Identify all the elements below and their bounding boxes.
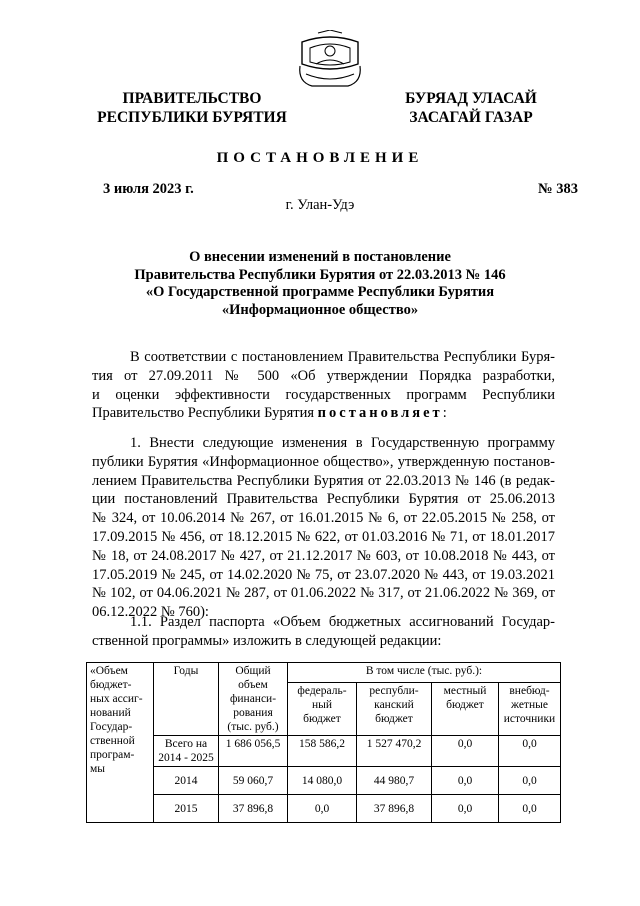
total-cell: 37 896,8	[219, 795, 288, 823]
extrabudgetary-cell: 0,0	[499, 736, 561, 767]
federal-cell: 158 586,2	[288, 736, 357, 767]
header-line: канский	[374, 699, 414, 712]
paragraph-line: 1. Внести следующие изменения в Государственную программу	[130, 435, 555, 451]
org-name-russian	[92, 89, 292, 127]
header-line: объем	[238, 679, 268, 691]
header-line: федераль-	[297, 685, 347, 698]
paragraph-line: ции постановлений Правительства Республики Бурятия от 25.06.2013	[92, 491, 555, 508]
header-line: источники	[503, 713, 556, 726]
org-name-line: БУРЯАД УЛАСАЙ	[405, 90, 537, 107]
extrabudgetary-cell: 0,0	[499, 795, 561, 823]
federal-cell: 14 080,0	[288, 767, 357, 795]
row-label-line: Государ-	[90, 721, 133, 733]
header-group: В том числе (тыс. руб.):	[288, 663, 561, 683]
header-line: бюджет	[303, 713, 341, 726]
header-line: Общий	[235, 665, 271, 677]
republican-cell: 37 896,8	[357, 795, 432, 823]
paragraph-line: № 324, от 10.06.2014 № 267, от 16.01.2015 № 6, от 22.05.2015 № 258, от	[92, 510, 555, 527]
row-label-line: ных ассиг-	[90, 693, 143, 705]
heading-line: Правительства Республики Бурятия от 22.03.2013 № 146	[134, 266, 506, 283]
local-cell: 0,0	[432, 736, 499, 767]
total-cell: 1 686 056,5	[219, 736, 288, 767]
paragraph-line: ственной программы» изложить в следующей редакции:	[92, 632, 442, 649]
republican-cell: 44 980,7	[357, 767, 432, 795]
year-cell: 2015	[154, 795, 219, 823]
total-cell: 59 060,7	[219, 767, 288, 795]
paragraph-line: 06.12.2022 № 760):	[92, 604, 209, 621]
org-name-buryat	[386, 89, 556, 127]
header-line: (тыс. руб.)	[227, 721, 279, 733]
paragraph-line: 17.09.2015 № 456, от 18.12.2015 № 622, от 01.03.2016 № 71, от 18.01.2017	[92, 528, 555, 545]
year-line: 2014 - 2025	[158, 752, 214, 764]
row-label-line: мы	[90, 763, 106, 775]
clause-1-paragraph	[92, 434, 555, 622]
paragraph-line: лением Правительства Республики Бурятия от 22.03.2013 № 146 (в редак-	[92, 472, 555, 489]
table-row	[87, 767, 561, 795]
row-label-line: «Объем	[90, 665, 128, 677]
local-cell: 0,0	[432, 767, 499, 795]
paragraph-line: № 102, от 04.06.2021 № 287, от 01.06.2022 № 317, от 21.06.2022 № 369, от	[92, 585, 555, 602]
paragraph-line: и оценки эффективности государственных программ Республики	[92, 386, 555, 403]
table-row	[87, 795, 561, 823]
header-line: рования	[233, 707, 273, 719]
document-date: 3 июля 2023 г.	[103, 181, 194, 197]
header-line: местный	[443, 685, 487, 698]
header-local	[432, 683, 499, 736]
local-cell: 0,0	[432, 795, 499, 823]
header-line: внебюд-	[509, 685, 550, 698]
org-name-line: ПРАВИТЕЛЬСТВО	[122, 90, 262, 107]
federal-cell: 0,0	[288, 795, 357, 823]
extrabudgetary-cell: 0,0	[499, 767, 561, 795]
budget-table	[86, 662, 561, 823]
table-row	[87, 736, 561, 767]
document-city: г. Улан-Удэ	[285, 197, 355, 213]
paragraph-line: 17.05.2019 № 245, от 14.02.2020 № 75, от 23.07.2020 № 443, от 19.03.2021	[92, 566, 555, 583]
year-cell: 2014	[154, 767, 219, 795]
row-label-line: нований	[90, 707, 131, 719]
heading-line: О внесении изменений в постановление	[189, 249, 451, 265]
document-heading	[120, 249, 520, 319]
header-line: республи-	[369, 685, 419, 698]
heading-line: «О Государственной программе Республики Бурятия	[145, 284, 495, 300]
header-line: жетные	[511, 699, 548, 712]
document-number: № 383	[538, 181, 578, 197]
resolution-subject: Правительство Республики Бурятия	[92, 405, 315, 422]
header-extrabudgetary	[499, 683, 561, 736]
header-years: Годы	[154, 663, 219, 736]
paragraph-line: 1.1. Раздел паспорта «Объем бюджетных ассигнований Государ-	[130, 614, 555, 630]
clause-1-1-paragraph	[92, 613, 555, 651]
year-line: Всего на	[164, 738, 208, 750]
resolution-verb: постановляет	[317, 405, 443, 422]
header-line: бюджет	[446, 699, 484, 712]
table-header-row	[87, 663, 561, 683]
paragraph-line: публики Бурятия «Информационное общество», утвержденную постанов-	[92, 453, 555, 470]
org-name-line: РЕСПУБЛИКИ БУРЯТИЯ	[97, 109, 287, 126]
paragraph-line: В соответствии с постановлением Правительства Республики Буря-	[130, 349, 555, 365]
year-cell	[154, 736, 219, 767]
paragraph-line: тия от 27.09.2011 № 500 «Об утверждении Порядка разработки,	[92, 367, 555, 384]
coat-of-arms-icon	[296, 30, 364, 90]
row-label-line: бюджет-	[90, 679, 132, 691]
republican-cell: 1 527 470,2	[357, 736, 432, 767]
document-type-title: ПОСТАНОВЛЕНИЕ	[216, 150, 424, 166]
preamble-paragraph	[92, 348, 555, 423]
paragraph-line	[92, 404, 555, 423]
header-line: ный	[311, 699, 333, 712]
paragraph-line: № 18, от 24.08.2017 № 427, от 21.12.2017 № 603, от 10.08.2018 № 443, от	[92, 547, 555, 564]
org-name-line: ЗАСАГАЙ ГАЗАР	[409, 109, 533, 126]
row-label-line: ственной	[90, 735, 135, 747]
header-federal	[288, 683, 357, 736]
header-total	[219, 663, 288, 736]
header-republican	[357, 683, 432, 736]
header-line: финанси-	[229, 693, 277, 705]
resolution-colon: :	[442, 405, 447, 422]
heading-line: «Информационное общество»	[221, 301, 419, 318]
row-label-cell	[87, 663, 154, 823]
row-label-line: програм-	[90, 749, 135, 761]
header-line: бюджет	[375, 713, 413, 726]
